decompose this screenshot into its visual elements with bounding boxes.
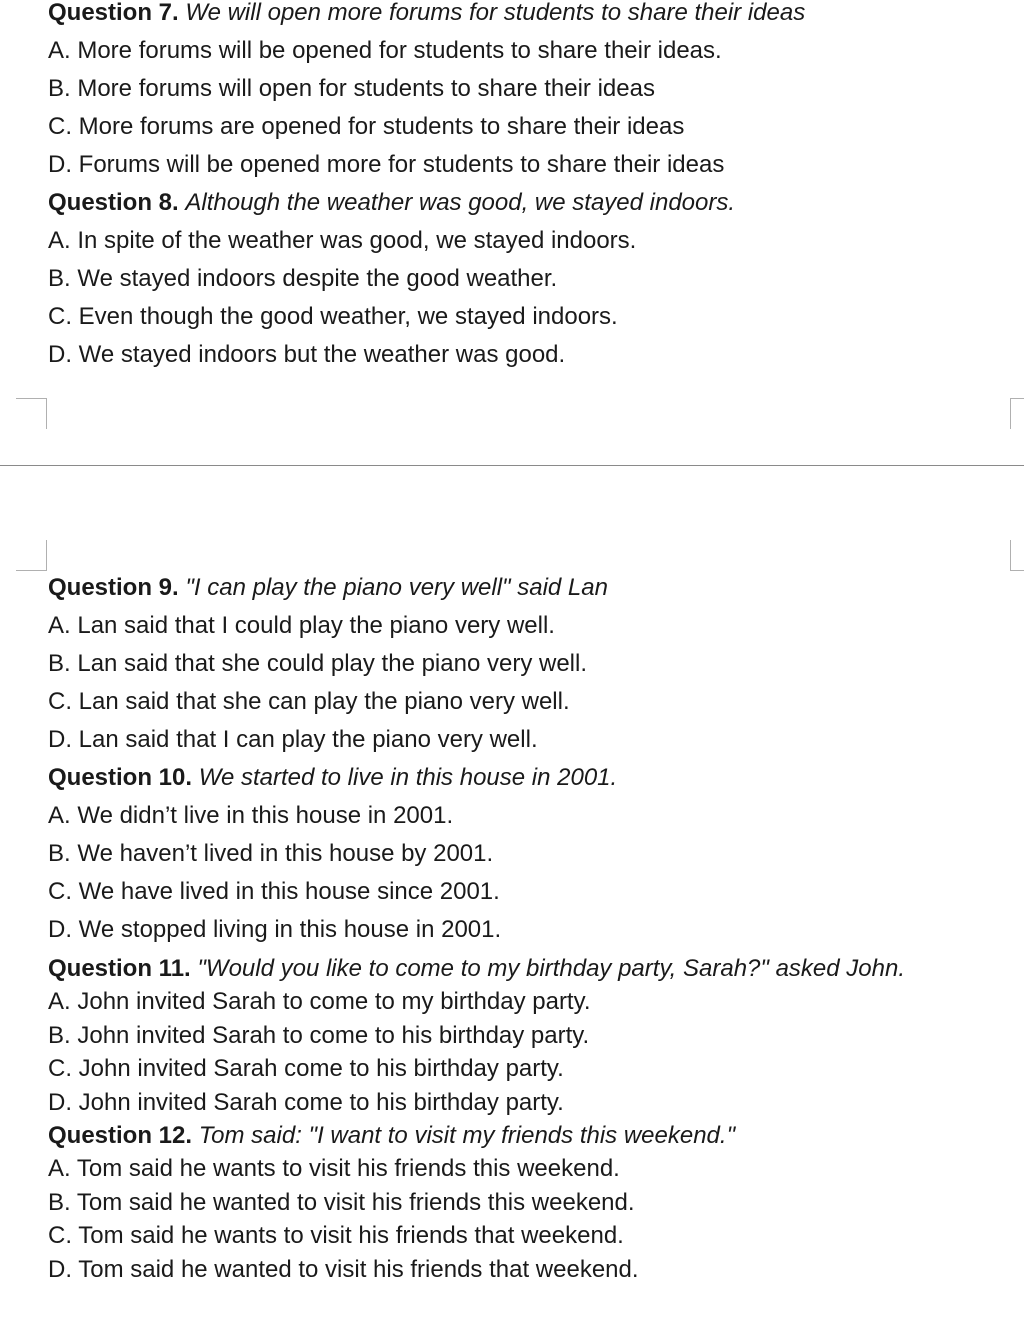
question-8-heading [48, 184, 1004, 222]
question-label: Question 8. [48, 189, 179, 216]
question-label: Question 11. [48, 955, 191, 982]
question-11-heading [48, 952, 1004, 985]
answer-option: C. John invited Sarah come to his birthday party. [48, 1055, 564, 1083]
question-prompt: Although the weather was good, we stayed indoors. [185, 189, 736, 216]
answer-option: B. We haven’t lived in this house by 2001. [48, 840, 494, 867]
question-prompt: Tom said: "I want to visit my friends this weekend." [198, 1121, 736, 1149]
answer-option: B. Tom said he wanted to visit his friends this weekend. [48, 1188, 635, 1216]
question-label: Question 9. [48, 574, 179, 601]
question-block-top [48, 0, 1004, 374]
answer-option: A. Lan said that I could play the piano very well. [48, 612, 555, 639]
question-prompt: We will open more forums for students to share their ideas [185, 0, 806, 26]
question-label: Question 10. [48, 764, 193, 791]
answer-option: A. Tom said he wants to visit his friends this weekend. [48, 1155, 620, 1183]
question-10-heading [48, 759, 1004, 797]
answer-option: B. We stayed indoors despite the good weather. [48, 265, 558, 292]
question-label: Question 12. [48, 1121, 193, 1149]
answer-option: D. We stopped living in this house in 2001. [48, 916, 502, 943]
page-corner-mark [1010, 540, 1024, 571]
answer-option: B. John invited Sarah to come to his birthday party. [48, 1021, 590, 1049]
answer-option: A. John invited Sarah to come to my birthday party. [48, 988, 591, 1016]
answer-option: D. Lan said that I can play the piano very well. [48, 726, 538, 753]
question-prompt: "Would you like to come to my birthday party, Sarah?" asked John. [197, 955, 905, 982]
answer-option: C. Lan said that she can play the piano very well. [48, 688, 570, 715]
answer-option: A. We didn’t live in this house in 2001. [48, 802, 454, 829]
question-12-heading [48, 1119, 1004, 1152]
answer-option: B. Lan said that she could play the piano very well. [48, 650, 587, 677]
question-prompt: We started to live in this house in 2001. [198, 764, 618, 791]
answer-option: D. John invited Sarah come to his birthday party. [48, 1088, 564, 1116]
answer-option: B. More forums will open for students to share their ideas [48, 75, 655, 102]
question-9-heading [48, 569, 1004, 607]
answer-option: D. We stayed indoors but the weather was good. [48, 341, 566, 368]
page-corner-mark [16, 398, 47, 429]
answer-option: A. In spite of the weather was good, we stayed indoors. [48, 227, 637, 254]
answer-option: D. Forums will be opened more for students to share their ideas [48, 151, 725, 178]
answer-option: C. Even though the good weather, we stayed indoors. [48, 303, 618, 330]
page-break-line [0, 465, 1024, 466]
page-corner-mark [1010, 398, 1024, 429]
answer-option: C. More forums are opened for students to share their ideas [48, 113, 685, 140]
page-corner-mark [16, 540, 47, 571]
question-7-heading [48, 0, 1004, 32]
answer-option: C. We have lived in this house since 2001. [48, 878, 500, 905]
question-block-middle [48, 569, 1004, 949]
question-prompt: "I can play the piano very well" said Lan [185, 574, 608, 601]
answer-option: D. Tom said he wanted to visit his friends that weekend. [48, 1255, 639, 1283]
question-block-bottom [48, 952, 1004, 1286]
question-label: Question 7. [48, 0, 179, 26]
answer-option: A. More forums will be opened for students to share their ideas. [48, 37, 722, 64]
answer-option: C. Tom said he wants to visit his friends that weekend. [48, 1222, 624, 1250]
